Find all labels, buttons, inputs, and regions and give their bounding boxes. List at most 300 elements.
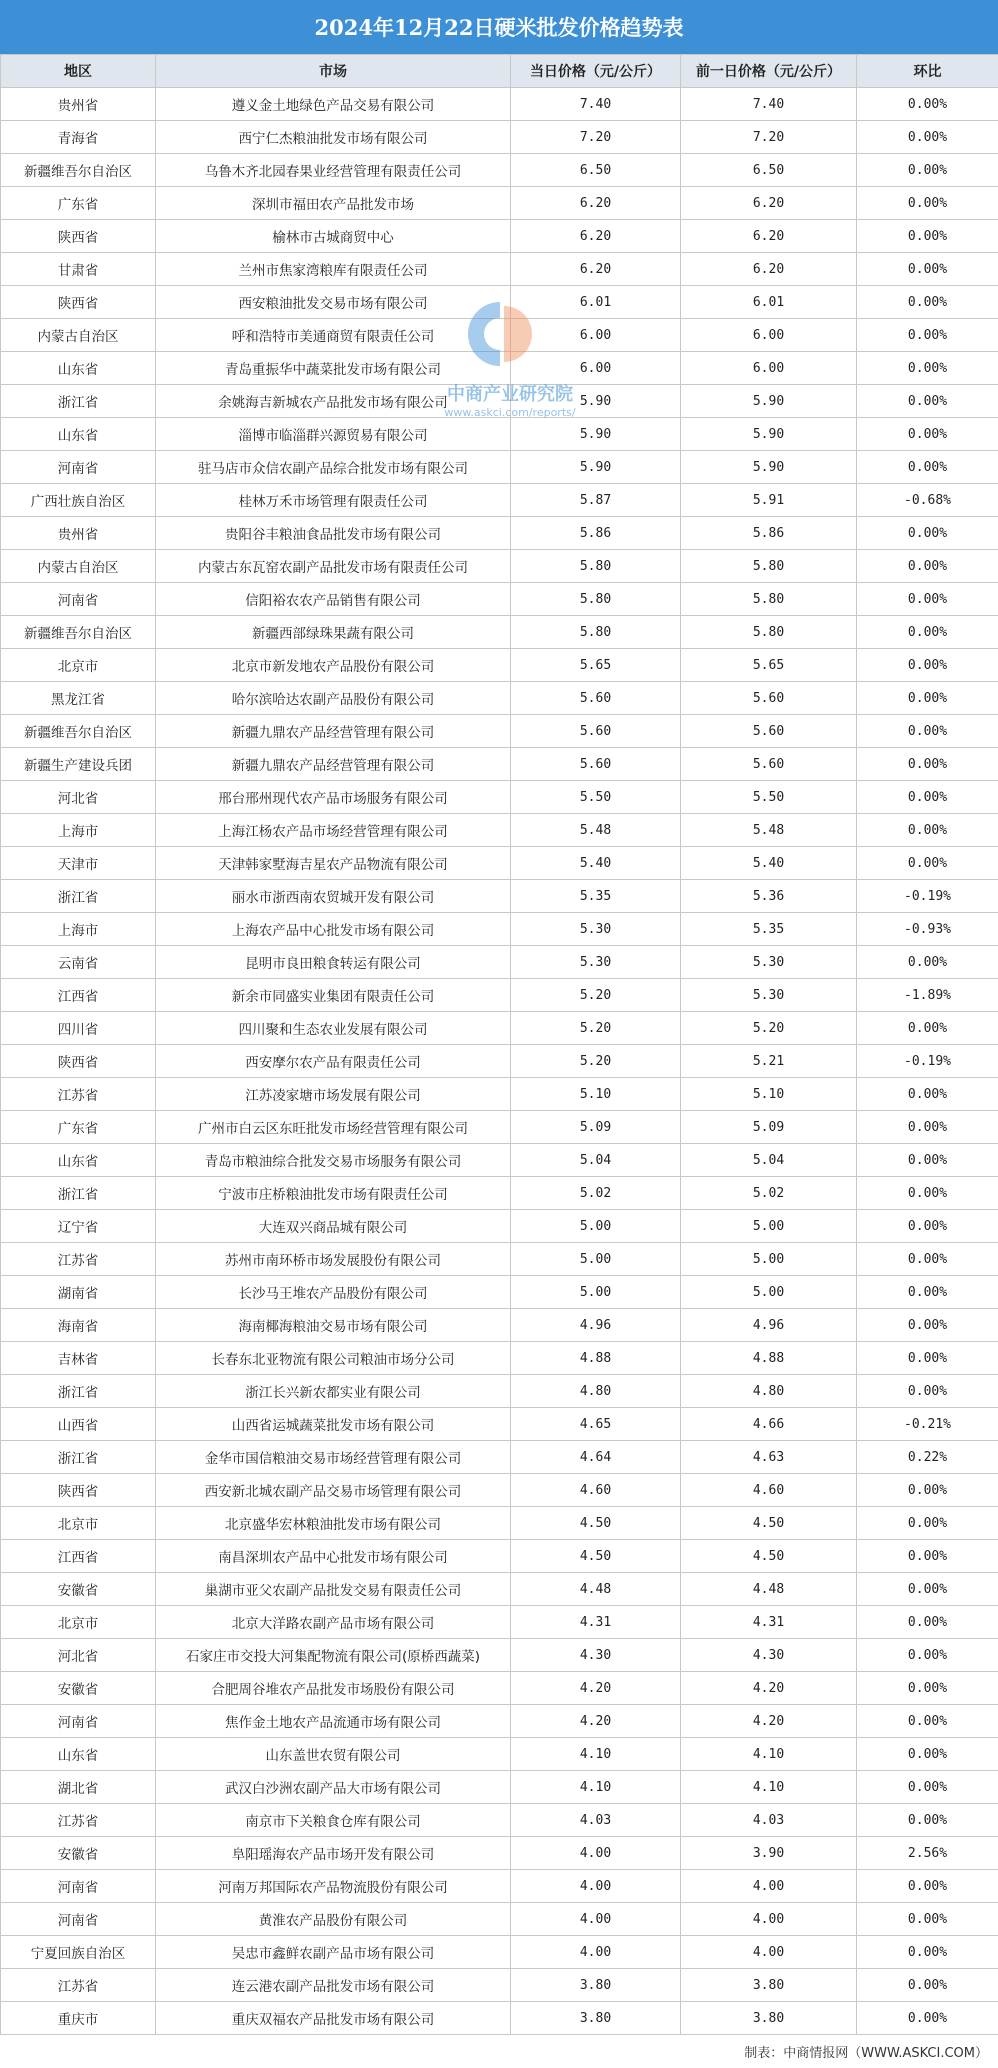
cell-today-price: 4.48 bbox=[511, 1573, 681, 1606]
cell-prev-price: 5.00 bbox=[681, 1276, 857, 1309]
cell-market: 丽水市浙西南农贸城开发有限公司 bbox=[156, 880, 511, 913]
table-row bbox=[1, 1672, 998, 1705]
cell-prev-price: 5.00 bbox=[681, 1243, 857, 1276]
cell-region: 江西省 bbox=[1, 1540, 156, 1573]
cell-region: 湖南省 bbox=[1, 1276, 156, 1309]
cell-change: -0.68% bbox=[857, 484, 998, 517]
cell-today-price: 4.60 bbox=[511, 1474, 681, 1507]
cell-prev-price: 5.04 bbox=[681, 1144, 857, 1177]
cell-region: 江苏省 bbox=[1, 1078, 156, 1111]
cell-market: 金华市国信粮油交易市场经营管理有限公司 bbox=[156, 1441, 511, 1474]
cell-change: 0.00% bbox=[857, 1144, 998, 1177]
cell-market: 巢湖市亚父农副产品批发交易有限责任公司 bbox=[156, 1573, 511, 1606]
cell-prev-price: 5.36 bbox=[681, 880, 857, 913]
cell-today-price: 5.87 bbox=[511, 484, 681, 517]
table-row bbox=[1, 1111, 998, 1144]
watermark-url: www.askci.com/reports/ bbox=[420, 406, 600, 419]
cell-region: 山西省 bbox=[1, 1408, 156, 1441]
cell-change: 0.00% bbox=[857, 1639, 998, 1672]
cell-prev-price: 5.20 bbox=[681, 1012, 857, 1045]
cell-region: 广东省 bbox=[1, 1111, 156, 1144]
cell-today-price: 4.00 bbox=[511, 1837, 681, 1870]
cell-market: 黄淮农产品股份有限公司 bbox=[156, 1903, 511, 1936]
cell-change: 0.00% bbox=[857, 616, 998, 649]
cell-market: 海南椰海粮油交易市场有限公司 bbox=[156, 1309, 511, 1342]
cell-region: 贵州省 bbox=[1, 88, 156, 121]
cell-today-price: 4.96 bbox=[511, 1309, 681, 1342]
table-row bbox=[1, 1177, 998, 1210]
cell-region: 河南省 bbox=[1, 1705, 156, 1738]
cell-today-price: 4.31 bbox=[511, 1606, 681, 1639]
cell-today-price: 6.50 bbox=[511, 154, 681, 187]
cell-change: 0.00% bbox=[857, 847, 998, 880]
cell-today-price: 7.20 bbox=[511, 121, 681, 154]
table-row bbox=[1, 1639, 998, 1672]
cell-prev-price: 4.10 bbox=[681, 1771, 857, 1804]
table-row bbox=[1, 451, 998, 484]
table-row bbox=[1, 1045, 998, 1078]
cell-region: 湖北省 bbox=[1, 1771, 156, 1804]
page-title: 2024年12月22日硬米批发价格趋势表 bbox=[315, 12, 684, 42]
price-table bbox=[0, 54, 998, 2035]
cell-region: 北京市 bbox=[1, 1606, 156, 1639]
table-row bbox=[1, 484, 998, 517]
table-row bbox=[1, 550, 998, 583]
cell-today-price: 5.60 bbox=[511, 748, 681, 781]
cell-change: 0.00% bbox=[857, 1672, 998, 1705]
cell-change: 0.00% bbox=[857, 1870, 998, 1903]
cell-change: -0.19% bbox=[857, 1045, 998, 1078]
cell-today-price: 4.80 bbox=[511, 1375, 681, 1408]
cell-change: 0.00% bbox=[857, 121, 998, 154]
cell-change: 0.00% bbox=[857, 1474, 998, 1507]
cell-change: 0.00% bbox=[857, 1705, 998, 1738]
cell-today-price: 5.20 bbox=[511, 1045, 681, 1078]
cell-change: 0.00% bbox=[857, 715, 998, 748]
table-row bbox=[1, 88, 998, 121]
cell-today-price: 4.00 bbox=[511, 1870, 681, 1903]
cell-prev-price: 4.48 bbox=[681, 1573, 857, 1606]
cell-region: 青海省 bbox=[1, 121, 156, 154]
cell-market: 西宁仁杰粮油批发市场有限公司 bbox=[156, 121, 511, 154]
cell-prev-price: 4.00 bbox=[681, 1903, 857, 1936]
cell-change: -0.19% bbox=[857, 880, 998, 913]
cell-today-price: 5.80 bbox=[511, 583, 681, 616]
cell-region: 北京市 bbox=[1, 649, 156, 682]
cell-region: 山东省 bbox=[1, 1738, 156, 1771]
table-row bbox=[1, 286, 998, 319]
cell-change: 2.56% bbox=[857, 1837, 998, 1870]
table-row bbox=[1, 1705, 998, 1738]
cell-region: 浙江省 bbox=[1, 385, 156, 418]
cell-market: 昆明市良田粮食转运有限公司 bbox=[156, 946, 511, 979]
cell-change: 0.00% bbox=[857, 220, 998, 253]
cell-region: 上海市 bbox=[1, 913, 156, 946]
cell-prev-price: 4.66 bbox=[681, 1408, 857, 1441]
cell-today-price: 4.64 bbox=[511, 1441, 681, 1474]
cell-region: 重庆市 bbox=[1, 2002, 156, 2035]
cell-prev-price: 5.21 bbox=[681, 1045, 857, 1078]
table-row bbox=[1, 1375, 998, 1408]
cell-change: 0.00% bbox=[857, 1936, 998, 1969]
cell-change: 0.00% bbox=[857, 1210, 998, 1243]
cell-today-price: 5.90 bbox=[511, 451, 681, 484]
table-row bbox=[1, 1210, 998, 1243]
table-row bbox=[1, 385, 998, 418]
cell-market: 长春东北亚物流有限公司粮油市场分公司 bbox=[156, 1342, 511, 1375]
cell-region: 天津市 bbox=[1, 847, 156, 880]
cell-today-price: 6.00 bbox=[511, 352, 681, 385]
cell-region: 浙江省 bbox=[1, 1441, 156, 1474]
cell-change: -1.89% bbox=[857, 979, 998, 1012]
cell-market: 新疆九鼎农产品经营管理有限公司 bbox=[156, 748, 511, 781]
cell-region: 吉林省 bbox=[1, 1342, 156, 1375]
cell-change: 0.00% bbox=[857, 748, 998, 781]
cell-region: 陕西省 bbox=[1, 1474, 156, 1507]
table-row bbox=[1, 1474, 998, 1507]
cell-today-price: 5.80 bbox=[511, 550, 681, 583]
cell-change: 0.00% bbox=[857, 1309, 998, 1342]
cell-market: 西安摩尔农产品有限责任公司 bbox=[156, 1045, 511, 1078]
cell-today-price: 5.86 bbox=[511, 517, 681, 550]
cell-today-price: 5.00 bbox=[511, 1210, 681, 1243]
table-row bbox=[1, 1012, 998, 1045]
cell-today-price: 5.00 bbox=[511, 1276, 681, 1309]
cell-change: 0.00% bbox=[857, 2002, 998, 2035]
cell-prev-price: 5.50 bbox=[681, 781, 857, 814]
table-row bbox=[1, 979, 998, 1012]
cell-market: 阜阳瑶海农产品市场开发有限公司 bbox=[156, 1837, 511, 1870]
cell-change: 0.00% bbox=[857, 352, 998, 385]
cell-region: 内蒙古自治区 bbox=[1, 319, 156, 352]
cell-prev-price: 5.90 bbox=[681, 418, 857, 451]
table-row bbox=[1, 253, 998, 286]
cell-prev-price: 5.02 bbox=[681, 1177, 857, 1210]
cell-prev-price: 5.48 bbox=[681, 814, 857, 847]
cell-prev-price: 7.20 bbox=[681, 121, 857, 154]
cell-today-price: 5.50 bbox=[511, 781, 681, 814]
cell-today-price: 5.20 bbox=[511, 1012, 681, 1045]
cell-today-price: 5.35 bbox=[511, 880, 681, 913]
cell-prev-price: 6.20 bbox=[681, 220, 857, 253]
cell-market: 淄博市临淄群兴源贸易有限公司 bbox=[156, 418, 511, 451]
cell-region: 河北省 bbox=[1, 781, 156, 814]
cell-market: 青岛重振华中蔬菜批发市场有限公司 bbox=[156, 352, 511, 385]
cell-region: 四川省 bbox=[1, 1012, 156, 1045]
cell-prev-price: 6.01 bbox=[681, 286, 857, 319]
cell-region: 河南省 bbox=[1, 1870, 156, 1903]
cell-prev-price: 5.80 bbox=[681, 583, 857, 616]
cell-today-price: 5.80 bbox=[511, 616, 681, 649]
cell-today-price: 4.30 bbox=[511, 1639, 681, 1672]
cell-change: 0.00% bbox=[857, 1540, 998, 1573]
cell-change: 0.00% bbox=[857, 1969, 998, 2002]
cell-market: 石家庄市交投大河集配物流有限公司(原桥西蔬菜) bbox=[156, 1639, 511, 1672]
cell-region: 内蒙古自治区 bbox=[1, 550, 156, 583]
table-row bbox=[1, 583, 998, 616]
cell-today-price: 6.00 bbox=[511, 319, 681, 352]
cell-change: 0.00% bbox=[857, 1507, 998, 1540]
cell-today-price: 4.88 bbox=[511, 1342, 681, 1375]
cell-region: 宁夏回族自治区 bbox=[1, 1936, 156, 1969]
cell-region: 陕西省 bbox=[1, 220, 156, 253]
table-row bbox=[1, 1870, 998, 1903]
cell-change: 0.00% bbox=[857, 187, 998, 220]
table-row bbox=[1, 715, 998, 748]
cell-market: 北京盛华宏林粮油批发市场有限公司 bbox=[156, 1507, 511, 1540]
cell-today-price: 5.60 bbox=[511, 715, 681, 748]
cell-change: 0.00% bbox=[857, 649, 998, 682]
table-row bbox=[1, 1309, 998, 1342]
cell-today-price: 4.20 bbox=[511, 1672, 681, 1705]
cell-region: 甘肃省 bbox=[1, 253, 156, 286]
cell-region: 黑龙江省 bbox=[1, 682, 156, 715]
cell-change: 0.00% bbox=[857, 451, 998, 484]
table-row bbox=[1, 946, 998, 979]
cell-region: 浙江省 bbox=[1, 1375, 156, 1408]
cell-today-price: 5.40 bbox=[511, 847, 681, 880]
cell-prev-price: 4.50 bbox=[681, 1507, 857, 1540]
cell-change: 0.00% bbox=[857, 1342, 998, 1375]
cell-today-price: 4.50 bbox=[511, 1507, 681, 1540]
cell-market: 内蒙古东瓦窑农副产品批发市场有限责任公司 bbox=[156, 550, 511, 583]
table-row bbox=[1, 748, 998, 781]
cell-prev-price: 6.50 bbox=[681, 154, 857, 187]
cell-market: 哈尔滨哈达农副产品股份有限公司 bbox=[156, 682, 511, 715]
cell-prev-price: 5.91 bbox=[681, 484, 857, 517]
table-row bbox=[1, 352, 998, 385]
source-text: 制表：中商情报网（WWW.ASKCI.COM） bbox=[744, 2042, 988, 2061]
cell-change: 0.00% bbox=[857, 1012, 998, 1045]
cell-market: 新余市同盛实业集团有限责任公司 bbox=[156, 979, 511, 1012]
cell-today-price: 5.48 bbox=[511, 814, 681, 847]
cell-today-price: 5.04 bbox=[511, 1144, 681, 1177]
cell-prev-price: 7.40 bbox=[681, 88, 857, 121]
table-row bbox=[1, 1606, 998, 1639]
cell-region: 江苏省 bbox=[1, 1243, 156, 1276]
cell-market: 贵阳谷丰粮油食品批发市场有限公司 bbox=[156, 517, 511, 550]
cell-market: 西安粮油批发交易市场有限公司 bbox=[156, 286, 511, 319]
cell-market: 大连双兴商品城有限公司 bbox=[156, 1210, 511, 1243]
cell-change: 0.00% bbox=[857, 1111, 998, 1144]
cell-region: 河南省 bbox=[1, 1903, 156, 1936]
cell-today-price: 7.40 bbox=[511, 88, 681, 121]
cell-market: 浙江长兴新农都实业有限公司 bbox=[156, 1375, 511, 1408]
cell-prev-price: 4.60 bbox=[681, 1474, 857, 1507]
cell-prev-price: 4.20 bbox=[681, 1705, 857, 1738]
cell-region: 江西省 bbox=[1, 979, 156, 1012]
cell-prev-price: 6.00 bbox=[681, 319, 857, 352]
cell-prev-price: 3.80 bbox=[681, 1969, 857, 2002]
cell-change: 0.22% bbox=[857, 1441, 998, 1474]
table-row bbox=[1, 1804, 998, 1837]
cell-prev-price: 4.96 bbox=[681, 1309, 857, 1342]
cell-today-price: 5.90 bbox=[511, 385, 681, 418]
cell-change: 0.00% bbox=[857, 154, 998, 187]
cell-region: 新疆维吾尔自治区 bbox=[1, 616, 156, 649]
cell-market: 天津韩家墅海吉星农产品物流有限公司 bbox=[156, 847, 511, 880]
cell-today-price: 5.00 bbox=[511, 1243, 681, 1276]
header-today-price: 当日价格（元/公斤） bbox=[511, 55, 681, 88]
cell-region: 广东省 bbox=[1, 187, 156, 220]
table-row bbox=[1, 616, 998, 649]
cell-region: 山东省 bbox=[1, 418, 156, 451]
header-region: 地区 bbox=[1, 55, 156, 88]
cell-region: 河北省 bbox=[1, 1639, 156, 1672]
cell-region: 安徽省 bbox=[1, 1573, 156, 1606]
table-row bbox=[1, 1837, 998, 1870]
cell-market: 广州市白云区东旺批发市场经营管理有限公司 bbox=[156, 1111, 511, 1144]
table-row bbox=[1, 154, 998, 187]
cell-region: 北京市 bbox=[1, 1507, 156, 1540]
cell-change: 0.00% bbox=[857, 1573, 998, 1606]
table-row bbox=[1, 319, 998, 352]
cell-prev-price: 5.86 bbox=[681, 517, 857, 550]
cell-market: 西安新北城农副产品交易市场管理有限公司 bbox=[156, 1474, 511, 1507]
cell-prev-price: 5.30 bbox=[681, 946, 857, 979]
cell-change: 0.00% bbox=[857, 1177, 998, 1210]
cell-market: 山西省运城蔬菜批发市场有限公司 bbox=[156, 1408, 511, 1441]
cell-today-price: 4.20 bbox=[511, 1705, 681, 1738]
cell-prev-price: 4.30 bbox=[681, 1639, 857, 1672]
cell-change: 0.00% bbox=[857, 682, 998, 715]
cell-region: 陕西省 bbox=[1, 286, 156, 319]
cell-market: 山东盖世农贸有限公司 bbox=[156, 1738, 511, 1771]
cell-prev-price: 6.20 bbox=[681, 253, 857, 286]
cell-prev-price: 6.00 bbox=[681, 352, 857, 385]
cell-market: 邢台邢州现代农产品市场服务有限公司 bbox=[156, 781, 511, 814]
cell-today-price: 5.02 bbox=[511, 1177, 681, 1210]
cell-prev-price: 5.80 bbox=[681, 550, 857, 583]
cell-change: -0.93% bbox=[857, 913, 998, 946]
table-row bbox=[1, 1144, 998, 1177]
cell-change: 0.00% bbox=[857, 253, 998, 286]
cell-market: 北京大洋路农副产品市场有限公司 bbox=[156, 1606, 511, 1639]
cell-change: 0.00% bbox=[857, 583, 998, 616]
watermark-name: 中商产业研究院 bbox=[420, 380, 600, 406]
cell-change: 0.00% bbox=[857, 1804, 998, 1837]
cell-market: 武汉白沙洲农副产品大市场有限公司 bbox=[156, 1771, 511, 1804]
cell-today-price: 5.90 bbox=[511, 418, 681, 451]
cell-prev-price: 5.60 bbox=[681, 682, 857, 715]
cell-market: 榆林市古城商贸中心 bbox=[156, 220, 511, 253]
table-body bbox=[1, 88, 998, 2035]
cell-market: 余姚海吉新城农产品批发市场有限公司 bbox=[156, 385, 511, 418]
cell-region: 云南省 bbox=[1, 946, 156, 979]
cell-market: 深圳市福田农产品批发市场 bbox=[156, 187, 511, 220]
cell-today-price: 6.01 bbox=[511, 286, 681, 319]
cell-today-price: 4.65 bbox=[511, 1408, 681, 1441]
cell-market: 乌鲁木齐北园春果业经营管理有限责任公司 bbox=[156, 154, 511, 187]
table-row bbox=[1, 1408, 998, 1441]
cell-market: 焦作金土地农产品流通市场有限公司 bbox=[156, 1705, 511, 1738]
cell-change: 0.00% bbox=[857, 781, 998, 814]
cell-change: 0.00% bbox=[857, 1276, 998, 1309]
table-row bbox=[1, 1078, 998, 1111]
cell-today-price: 5.30 bbox=[511, 946, 681, 979]
cell-region: 河南省 bbox=[1, 451, 156, 484]
cell-market: 合肥周谷堆农产品批发市场股份有限公司 bbox=[156, 1672, 511, 1705]
cell-change: 0.00% bbox=[857, 1738, 998, 1771]
cell-today-price: 6.20 bbox=[511, 253, 681, 286]
cell-prev-price: 5.90 bbox=[681, 451, 857, 484]
table-row bbox=[1, 1441, 998, 1474]
cell-today-price: 4.10 bbox=[511, 1771, 681, 1804]
cell-prev-price: 5.60 bbox=[681, 748, 857, 781]
cell-prev-price: 4.88 bbox=[681, 1342, 857, 1375]
cell-change: 0.00% bbox=[857, 88, 998, 121]
cell-market: 青岛市粮油综合批发交易市场服务有限公司 bbox=[156, 1144, 511, 1177]
cell-market: 兰州市焦家湾粮库有限责任公司 bbox=[156, 253, 511, 286]
cell-region: 陕西省 bbox=[1, 1045, 156, 1078]
cell-prev-price: 4.63 bbox=[681, 1441, 857, 1474]
cell-market: 河南万邦国际农产品物流股份有限公司 bbox=[156, 1870, 511, 1903]
table-row bbox=[1, 121, 998, 154]
table-row bbox=[1, 1771, 998, 1804]
cell-today-price: 4.10 bbox=[511, 1738, 681, 1771]
cell-market: 上海农产品中心批发市场有限公司 bbox=[156, 913, 511, 946]
cell-today-price: 4.00 bbox=[511, 1903, 681, 1936]
cell-prev-price: 5.09 bbox=[681, 1111, 857, 1144]
cell-market: 四川聚和生态农业发展有限公司 bbox=[156, 1012, 511, 1045]
cell-today-price: 6.20 bbox=[511, 187, 681, 220]
cell-prev-price: 5.90 bbox=[681, 385, 857, 418]
cell-today-price: 5.65 bbox=[511, 649, 681, 682]
cell-prev-price: 4.20 bbox=[681, 1672, 857, 1705]
cell-today-price: 6.20 bbox=[511, 220, 681, 253]
cell-today-price: 3.80 bbox=[511, 2002, 681, 2035]
cell-region: 浙江省 bbox=[1, 880, 156, 913]
cell-change: 0.00% bbox=[857, 286, 998, 319]
table-row bbox=[1, 517, 998, 550]
cell-prev-price: 5.35 bbox=[681, 913, 857, 946]
cell-market: 长沙马王堆农产品股份有限公司 bbox=[156, 1276, 511, 1309]
cell-change: -0.21% bbox=[857, 1408, 998, 1441]
cell-today-price: 5.60 bbox=[511, 682, 681, 715]
cell-region: 安徽省 bbox=[1, 1672, 156, 1705]
cell-market: 新疆九鼎农产品经营管理有限公司 bbox=[156, 715, 511, 748]
header-change: 环比 bbox=[857, 55, 998, 88]
cell-change: 0.00% bbox=[857, 1243, 998, 1276]
table-row bbox=[1, 1573, 998, 1606]
cell-region: 海南省 bbox=[1, 1309, 156, 1342]
cell-region: 广西壮族自治区 bbox=[1, 484, 156, 517]
cell-today-price: 4.00 bbox=[511, 1936, 681, 1969]
cell-market: 上海江杨农产品市场经营管理有限公司 bbox=[156, 814, 511, 847]
table-row bbox=[1, 781, 998, 814]
cell-today-price: 5.10 bbox=[511, 1078, 681, 1111]
title-bar bbox=[0, 0, 998, 54]
cell-region: 新疆生产建设兵团 bbox=[1, 748, 156, 781]
cell-change: 0.00% bbox=[857, 385, 998, 418]
source-note bbox=[0, 2035, 998, 2068]
table-row bbox=[1, 649, 998, 682]
cell-today-price: 5.09 bbox=[511, 1111, 681, 1144]
table-row bbox=[1, 1969, 998, 2002]
cell-change: 0.00% bbox=[857, 550, 998, 583]
cell-change: 0.00% bbox=[857, 1375, 998, 1408]
table-row bbox=[1, 220, 998, 253]
cell-market: 重庆双福农产品批发市场有限公司 bbox=[156, 2002, 511, 2035]
cell-prev-price: 4.00 bbox=[681, 1870, 857, 1903]
table-row bbox=[1, 1903, 998, 1936]
table-row bbox=[1, 187, 998, 220]
cell-change: 0.00% bbox=[857, 1771, 998, 1804]
cell-change: 0.00% bbox=[857, 946, 998, 979]
cell-change: 0.00% bbox=[857, 319, 998, 352]
cell-region: 河南省 bbox=[1, 583, 156, 616]
cell-prev-price: 4.00 bbox=[681, 1936, 857, 1969]
